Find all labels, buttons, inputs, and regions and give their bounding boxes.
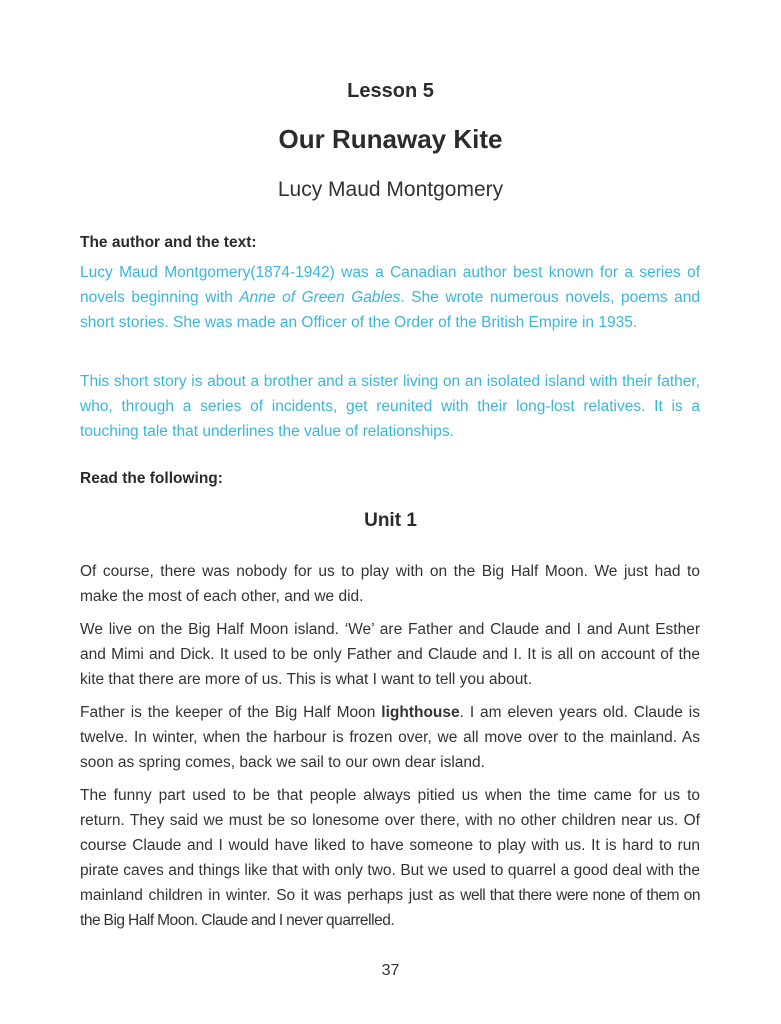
story-p3-text-b: . I am eleven years old. Claude is twelve. In winter, when the harbour is frozen over, we all move over to the mainland. As soon as spring comes, back we sail to our own dear island. [80,704,700,771]
intro-p1-text-b: . She wrote numerous novels, poems and short stories. She was made an Officer of the Order of the British Empire in 1935. [80,289,700,331]
author-name: Lucy Maud Montgomery [277,178,504,201]
lighthouse-bold: lighthouse [381,704,460,721]
story-paragraph-4 [80,783,700,933]
lesson-label: Lesson 5 [347,80,434,102]
intro-paragraph-1 [80,260,700,335]
intro-heading: The author and the text: [80,234,257,251]
book-title-italic: Anne of Green Gables [239,289,401,306]
page-number: 37 [381,962,400,979]
story-p4-text-main: The funny part used to be that people always pitied us when the time came for us to return. They said we must be so lonesome over there, with no other children near us. Of course Claude and I would have liked to have someone to play with us. It is hard to run pirate caves and things like that with only two. But we used to quarrel a good deal with the mainland children in winter. So it was perhaps just as [80,787,700,904]
story-paragraph-3 [80,700,700,775]
intro-p1-text-a: Lucy Maud Montgomery(1874-1942) was a Canadian author best known for a series of novels beginning with [80,264,700,306]
intro-paragraph-2: This short story is about a brother and a sister living on an isolated island with their father, who, through a series of incidents, get reunited with their long-lost relatives. It is a touching tale that underlines the value of relationships. [80,373,700,440]
story-p4-text-last: well that there were none of them on the Big Half Moon. Claude and I never quarrelled. [80,887,700,929]
read-heading: Read the following: [80,470,223,487]
story-p3-text-a: Father is the keeper of the Big Half Moon [80,704,382,721]
story-paragraph-2: We live on the Big Half Moon island. ‘We’ are Father and Claude and I and Aunt Esther and Mimi and Dick. It used to be only Father and Claude and I. It is all on account of the kite that there are more of us. This is what I want to tell you about. [80,621,700,688]
story-title: Our Runaway Kite [278,124,503,154]
unit-heading: Unit 1 [364,510,417,531]
story-paragraph-1: Of course, there was nobody for us to play with on the Big Half Moon. We just had to make the most of each other, and we did. [80,563,700,605]
